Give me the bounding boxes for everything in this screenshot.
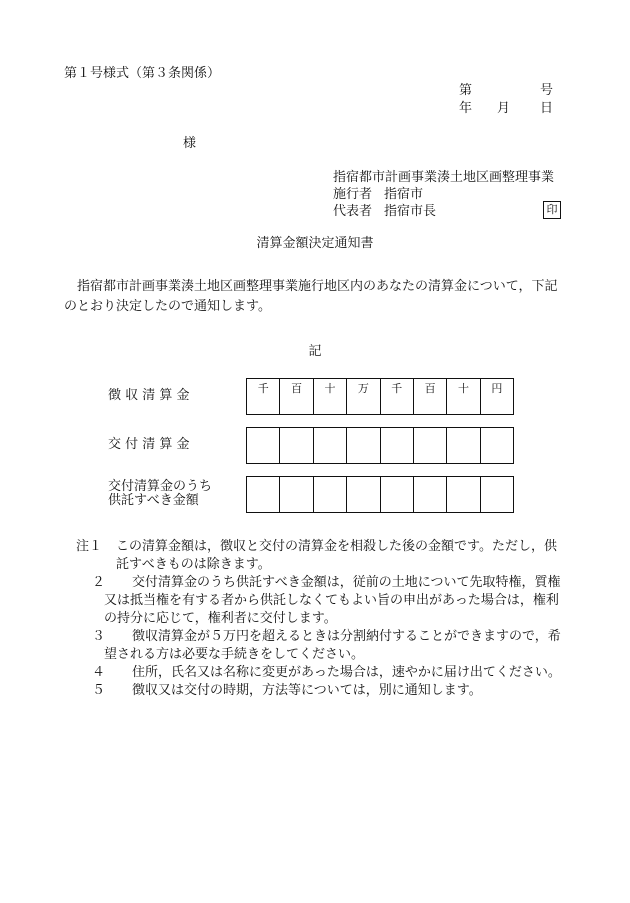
row-label-deposit-line2: 供託すべき金額 (108, 493, 199, 508)
amount-cell[interactable] (346, 477, 379, 512)
note-text: 交付清算金のうち供託すべき金額は，従前の土地について先取特権，質権又は抵当権を有する者から供託しなくてもよい旨の申出があった場合は，権利の持分に応じて，権利者に交付します。 (104, 575, 561, 626)
unit-label: 円 (491, 382, 503, 395)
body-text: 指宿都市計画事業湊土地区画整理事業施行地区内のあなたの清算金について，下記のとおり決定したので通知します。 (64, 279, 558, 314)
note-number: ４ (92, 665, 106, 680)
amount-cell[interactable] (446, 428, 479, 463)
amount-cell[interactable] (380, 379, 413, 414)
amount-cell[interactable] (247, 379, 279, 414)
notes-section (76, 538, 568, 700)
unit-label: 百 (424, 382, 436, 395)
amount-cell[interactable] (446, 477, 479, 512)
amount-cell[interactable] (380, 477, 413, 512)
amount-cell[interactable] (480, 428, 513, 463)
note-item (76, 664, 568, 682)
amount-cell[interactable] (380, 428, 413, 463)
amount-cell[interactable] (480, 477, 513, 512)
amount-cell[interactable] (313, 379, 346, 414)
issuer-project: 指宿都市計画事業湊土地区画整理事業 (333, 170, 555, 185)
amount-cell[interactable] (279, 379, 312, 414)
amount-cell[interactable] (346, 379, 379, 414)
amount-cell[interactable] (247, 428, 279, 463)
amount-grid-collection (246, 378, 514, 415)
note-text: この清算金額は，徴収と交付の清算金を相殺した後の金額です。ただし，供託すべきものは除きます。 (116, 539, 557, 572)
issuer-operator: 指宿市 (384, 187, 424, 202)
note-number: ５ (92, 683, 106, 698)
note-text: 徴収清算金が５万円を超えるときは分割納付することができますので，希望される方は必要な手続きをしてください。 (104, 629, 561, 662)
issuer-rep-label: 代表者 (333, 204, 373, 219)
issuer-rep: 指宿市長 (384, 204, 437, 219)
date-month: 月 (497, 101, 511, 116)
document-title: 清算金額決定通知書 (256, 236, 374, 251)
amount-cell[interactable] (446, 379, 479, 414)
note-number: ２ (92, 575, 106, 590)
amount-cell[interactable] (279, 477, 312, 512)
note-text: 住所，氏名又は名称に変更があった場合は，速やかに届け出てください。 (132, 665, 561, 680)
date-day: 日 (540, 101, 554, 116)
body-paragraph (64, 277, 568, 317)
note-item (76, 682, 568, 700)
unit-label: 万 (357, 382, 369, 395)
form-number: 第１号様式（第３条関係） (64, 66, 221, 81)
amount-cell[interactable] (413, 379, 446, 414)
amount-cell[interactable] (279, 428, 312, 463)
amount-grid-deposit (246, 476, 514, 513)
unit-label: 百 (291, 382, 303, 395)
row-label-deposit-line1: 交付清算金のうち (108, 479, 213, 494)
unit-label: 十 (457, 382, 469, 395)
seal-mark: 印 (543, 201, 561, 219)
issuer-operator-label: 施行者 (333, 187, 373, 202)
unit-label: 千 (257, 382, 269, 395)
amount-cell[interactable] (413, 428, 446, 463)
note-item (76, 538, 568, 574)
amount-cell[interactable] (313, 428, 346, 463)
amount-cell[interactable] (313, 477, 346, 512)
amount-cell[interactable] (247, 477, 279, 512)
amount-cell[interactable] (413, 477, 446, 512)
ki-marker: 記 (308, 344, 322, 359)
amount-cell[interactable] (346, 428, 379, 463)
row-label-collection: 徴 収 清 算 金 (108, 388, 190, 403)
date-year: 年 (459, 101, 473, 116)
doc-number-prefix: 第 (459, 83, 473, 98)
note-item (76, 574, 568, 628)
note-item (76, 628, 568, 664)
amount-grid-payment (246, 427, 514, 464)
row-label-payment: 交 付 清 算 金 (108, 437, 190, 452)
doc-number-suffix: 号 (540, 83, 554, 98)
amount-cell[interactable] (480, 379, 513, 414)
addressee-suffix: 様 (183, 136, 197, 151)
note-number: ３ (92, 629, 106, 644)
unit-label: 千 (391, 382, 403, 395)
note-number: 注１ (76, 539, 103, 554)
note-text: 徴収又は交付の時期，方法等については，別に通知します。 (132, 683, 482, 698)
unit-label: 十 (324, 382, 336, 395)
